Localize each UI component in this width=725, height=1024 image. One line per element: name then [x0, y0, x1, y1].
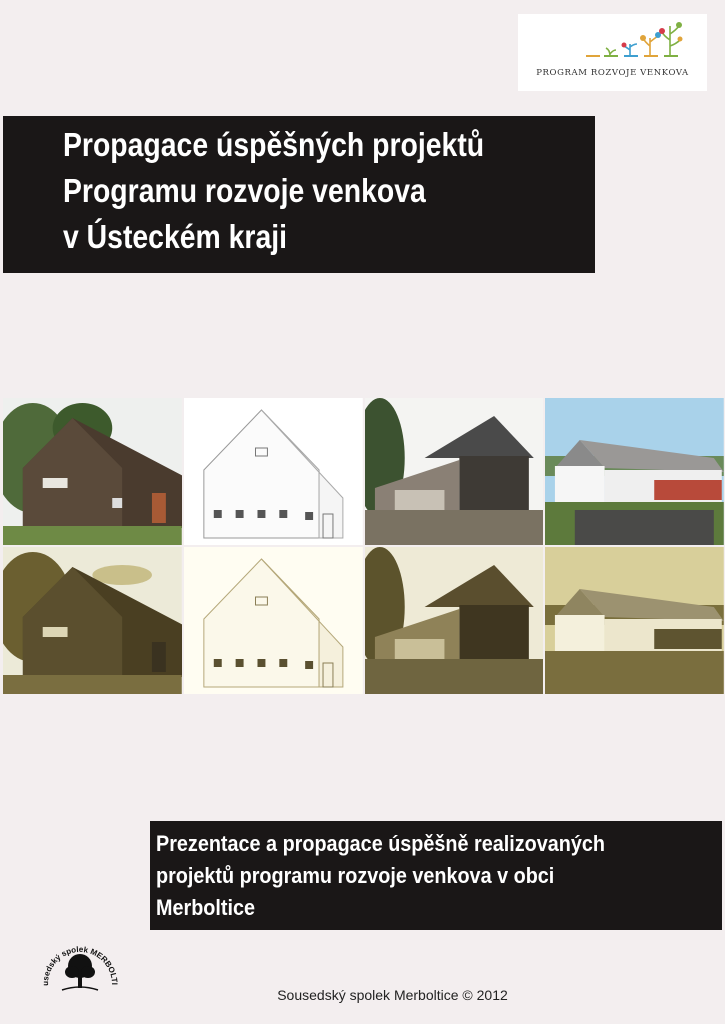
title-line-2: Programu rozvoje venkova [63, 172, 426, 209]
subtitle-line-2: projektů programu rozvoje venkova v obci [156, 863, 555, 888]
house-elevation-drawing [184, 398, 363, 545]
house-elevation-drawing-sepia [184, 547, 363, 694]
program-logo [518, 14, 707, 91]
renovated-farm-photo-sepia [545, 547, 724, 694]
wooden-house-photo-sepia [3, 547, 182, 694]
sprouting-plants-logo-icon [586, 20, 696, 62]
title-line-3: v Ústeckém kraji [63, 218, 288, 255]
subtitle-line-1: Prezentace a propagace úspěšně realizovaných [156, 831, 606, 856]
barn-ruin-photo-sepia [365, 547, 544, 694]
club-logo-text: usedský spolek MERBOLTI [40, 944, 120, 986]
footer-copyright: Sousedský spolek Merboltice © 2012 [277, 987, 508, 1003]
barn-ruin-photo [365, 398, 544, 545]
tree-icon [62, 954, 98, 990]
subtitle-banner [150, 821, 722, 930]
program-logo-text: PROGRAM ROZVOJE VENKOVA [536, 68, 689, 78]
renovated-farm-photo [545, 398, 724, 545]
title-banner [3, 116, 595, 273]
photo-collage [3, 398, 724, 694]
subtitle-line-3: Merboltice [156, 895, 256, 920]
wooden-house-photo [3, 398, 182, 545]
title-line-1: Propagace úspěšných projektů [63, 126, 485, 163]
